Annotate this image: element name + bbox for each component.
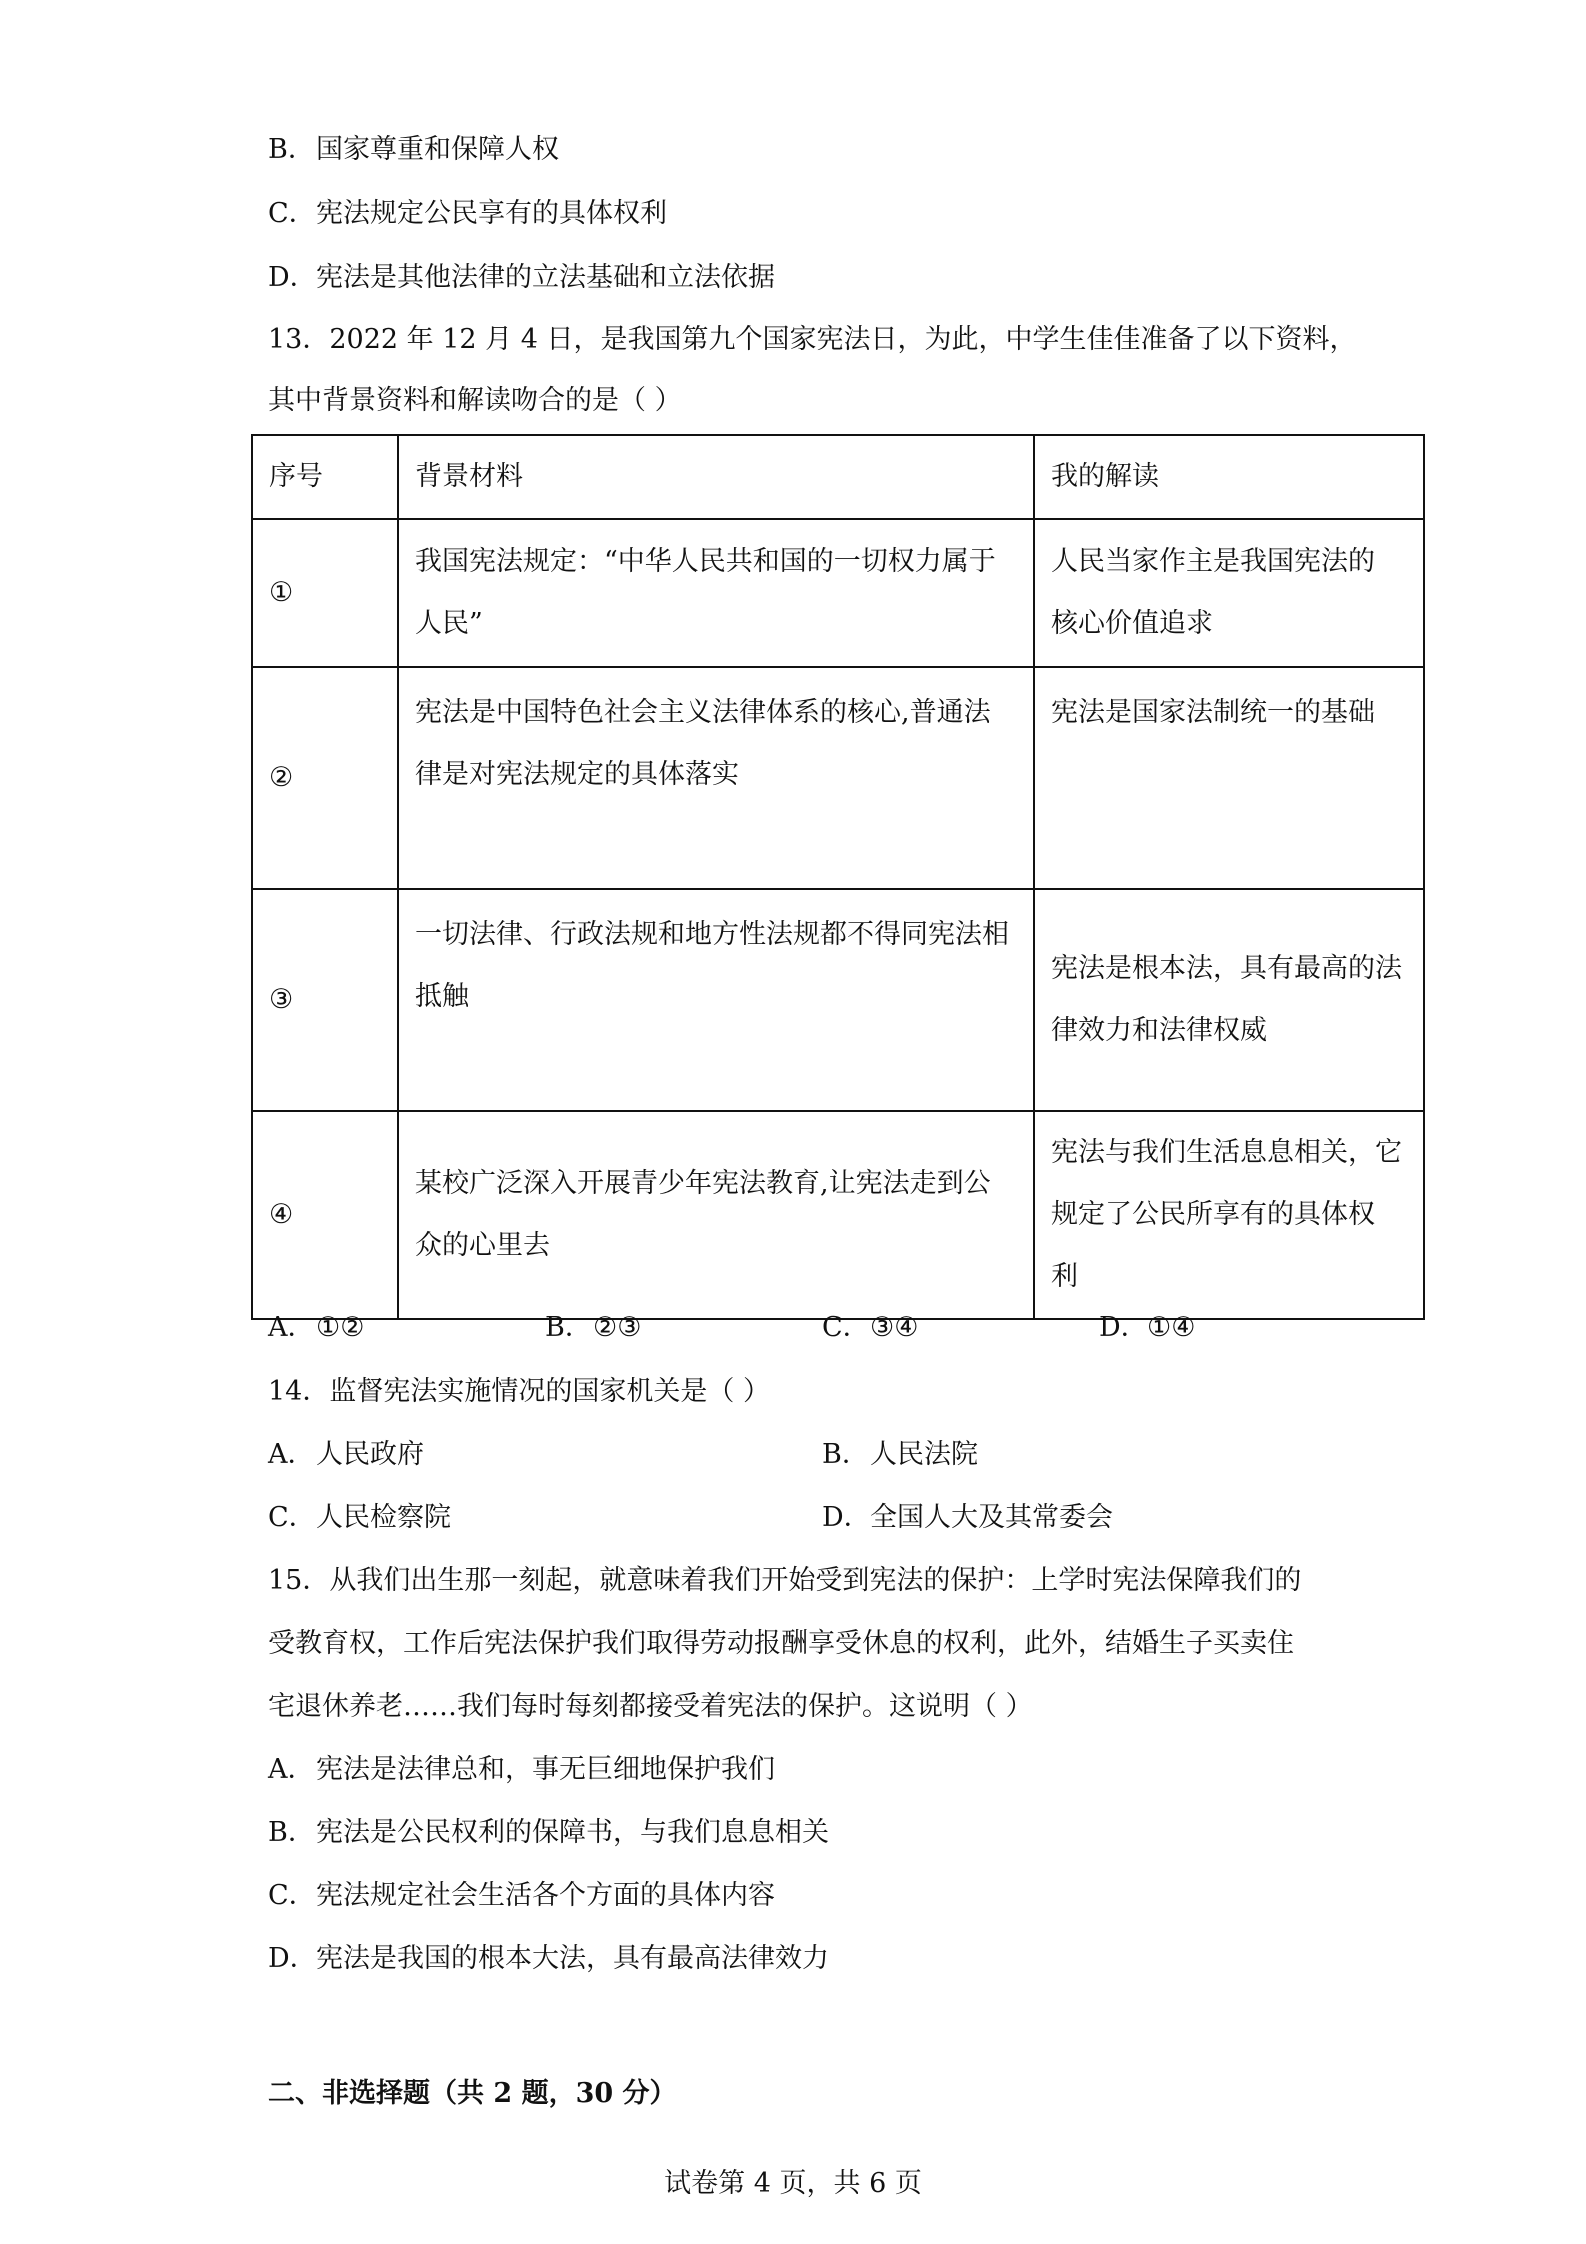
row-number: ③ (252, 889, 398, 1111)
option-text: ①② (316, 1312, 365, 1343)
q15-option-b (268, 1815, 829, 1851)
q13-option-d (1099, 1310, 1195, 1346)
material-line: 一切法律、行政法规和地方性法规都不得同宪法相 (415, 919, 1009, 950)
row-reading (1034, 519, 1424, 667)
q14-option-a (268, 1437, 424, 1473)
q15-option-a (268, 1752, 775, 1788)
q15-option-c (268, 1878, 775, 1914)
option-text: 人民检察院 (316, 1502, 451, 1533)
option-label: A． (268, 1439, 315, 1470)
option-text: 国家尊重和保障人权 (316, 134, 559, 165)
option-text: 全国人大及其常委会 (870, 1502, 1113, 1533)
reading-line: 规定了公民所享有的具体权 (1051, 1199, 1375, 1230)
row-number: ① (252, 519, 398, 667)
option-text: 宪法是其他法律的立法基础和立法依据 (316, 262, 775, 293)
q14-option-b (822, 1437, 978, 1473)
q12-option-d (268, 260, 775, 296)
option-label: C． (268, 1502, 316, 1533)
reading-line: 宪法与我们生活息息相关，它 (1051, 1137, 1402, 1168)
option-label: A． (268, 1754, 315, 1785)
option-label: B． (268, 1817, 315, 1848)
option-text: 宪法是公民权利的保障书，与我们息息相关 (316, 1817, 829, 1848)
reading-line: 宪法是国家法制统一的基础 (1051, 697, 1375, 728)
q15-stem-line3: 宅退休养老……我们每时每刻都接受着宪法的保护。这说明（ ） (268, 1691, 1033, 1722)
table-row (252, 1111, 1424, 1319)
table-header-reading: 我的解读 (1034, 435, 1424, 519)
row-material (398, 889, 1034, 1111)
option-text: 宪法规定公民享有的具体权利 (316, 198, 667, 229)
material-line: 我国宪法规定：“中华人民共和国的一切权力属于 (415, 546, 996, 577)
option-text: 人民政府 (316, 1439, 424, 1470)
q12-option-c (268, 196, 667, 232)
table-row (252, 889, 1424, 1111)
section-title: 二、非选择题（共 2 题，30 分） (268, 2078, 677, 2109)
option-text: 宪法是我国的根本大法，具有最高法律效力 (316, 1943, 829, 1974)
material-line: 抵触 (415, 981, 469, 1012)
q13-option-c (822, 1310, 918, 1346)
reading-line: 利 (1051, 1261, 1078, 1292)
reading-line: 律效力和法律权威 (1051, 1015, 1267, 1046)
reading-line: 核心价值追求 (1051, 608, 1213, 639)
option-text: ③④ (870, 1312, 919, 1343)
q15-option-d (268, 1941, 829, 1977)
q14-option-d (822, 1500, 1113, 1536)
row-material (398, 1111, 1034, 1319)
material-line: 人民” (415, 608, 483, 639)
option-text: 宪法规定社会生活各个方面的具体内容 (316, 1880, 775, 1911)
q13-stem-line1: 13．2022 年 12 月 4 日，是我国第九个国家宪法日，为此，中学生佳佳准备了以下资料， (268, 324, 1357, 355)
option-label: B． (268, 134, 315, 165)
option-text: 宪法是法律总和，事无巨细地保护我们 (316, 1754, 775, 1785)
row-reading (1034, 889, 1424, 1111)
option-label: D． (268, 262, 317, 293)
material-line: 某校广泛深入开展青少年宪法教育,让宪法走到公 (415, 1168, 991, 1199)
table-header-material: 背景材料 (398, 435, 1034, 519)
q13-option-a (268, 1310, 364, 1346)
row-number: ④ (252, 1111, 398, 1319)
page-footer: 试卷第 4 页，共 6 页 (664, 2168, 922, 2199)
table-header-no: 序号 (252, 435, 398, 519)
reading-line: 宪法是根本法，具有最高的法 (1051, 953, 1402, 984)
option-label: C． (822, 1312, 870, 1343)
q14-option-c (268, 1500, 451, 1536)
q13-table (251, 434, 1425, 1320)
option-text: 人民法院 (870, 1439, 978, 1470)
table-row (252, 667, 1424, 889)
material-line: 众的心里去 (415, 1230, 550, 1261)
option-label: B． (545, 1312, 592, 1343)
q14-stem: 14．监督宪法实施情况的国家机关是（ ） (268, 1376, 770, 1407)
option-label: C． (268, 1880, 316, 1911)
option-text: ②③ (593, 1312, 642, 1343)
q15-stem-line1: 15．从我们出生那一刻起，就意味着我们开始受到宪法的保护：上学时宪法保障我们的 (268, 1565, 1302, 1596)
reading-line: 人民当家作主是我国宪法的 (1051, 546, 1375, 577)
row-material (398, 519, 1034, 667)
option-label: B． (822, 1439, 869, 1470)
q13-stem-line2: 其中背景资料和解读吻合的是（ ） (268, 385, 682, 416)
q12-option-b (268, 132, 559, 168)
option-label: D． (268, 1943, 317, 1974)
option-text: ①④ (1147, 1312, 1196, 1343)
row-reading (1034, 667, 1424, 889)
option-label: D． (1099, 1312, 1148, 1343)
option-label: D． (822, 1502, 871, 1533)
option-label: A． (268, 1312, 315, 1343)
option-label: C． (268, 198, 316, 229)
row-number: ② (252, 667, 398, 889)
row-material (398, 667, 1034, 889)
q15-stem-line2: 受教育权，工作后宪法保护我们取得劳动报酬享受休息的权利，此外，结婚生子买卖住 (268, 1628, 1294, 1659)
q13-option-b (545, 1310, 641, 1346)
row-reading (1034, 1111, 1424, 1319)
material-line: 宪法是中国特色社会主义法律体系的核心,普通法 (415, 697, 991, 728)
material-line: 律是对宪法规定的具体落实 (415, 759, 739, 790)
table-header-row (252, 435, 1424, 519)
table-row (252, 519, 1424, 667)
